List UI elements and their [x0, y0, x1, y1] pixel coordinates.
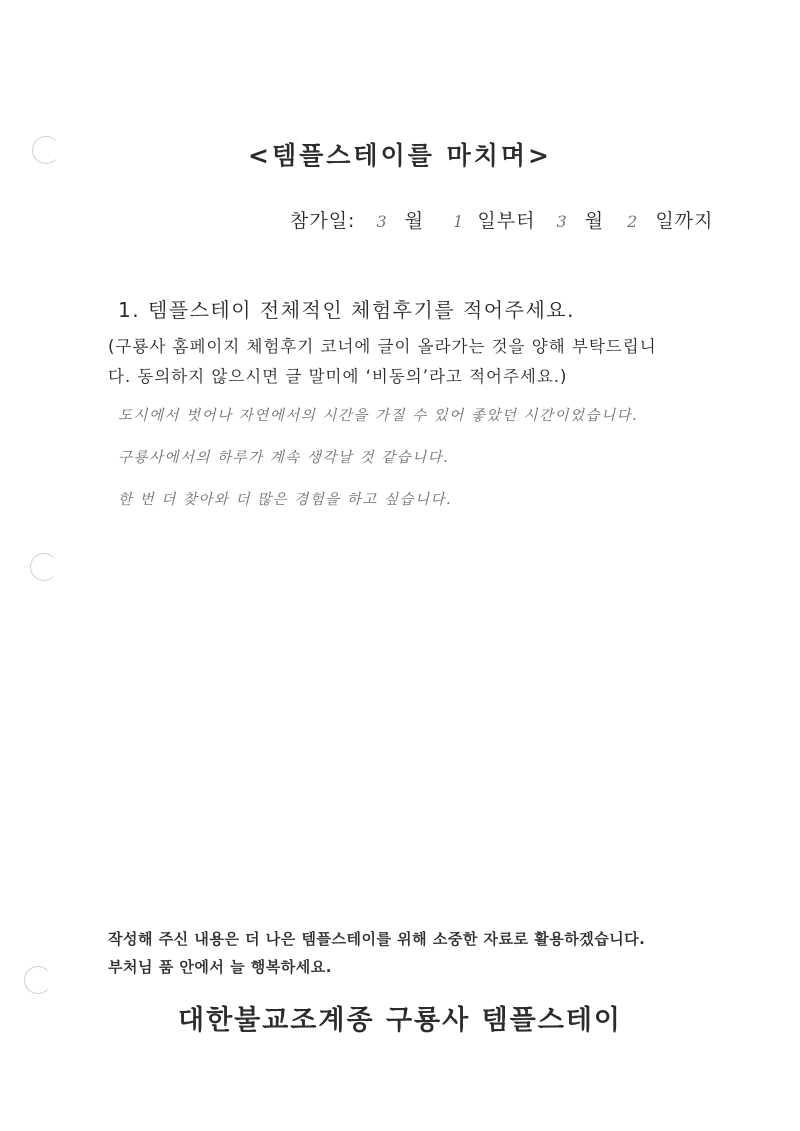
- handwritten-answer: [118, 402, 718, 528]
- consent-note-line: 다. 동의하지 않으시면 글 말미에 ‘비동의’라고 적어주세요.): [108, 367, 568, 386]
- start-day: 1: [453, 212, 465, 231]
- month-label: 월: [584, 210, 605, 232]
- end-suffix: 일까지: [655, 210, 714, 232]
- binder-hole: [30, 553, 58, 581]
- end-day: 2: [627, 212, 639, 231]
- answer-line: 구룡사에서의 하루가 계속 생각날 것 같습니다.: [118, 450, 450, 466]
- organization-name: 대한불교조계종 구룡사 템플스테이: [177, 1005, 623, 1036]
- consent-note: [108, 332, 708, 392]
- month-label: 월: [404, 210, 425, 232]
- form-title: <템플스테이를 마치며>: [248, 141, 552, 170]
- answer-line: 도시에서 벗어나 자연에서의 시간을 가질 수 있어 좋았던 시간이었습니다.: [118, 408, 639, 424]
- footer-line: 작성해 주신 내용은 더 나은 템플스테이를 위해 소중한 자료로 활용하겠습니다.: [108, 930, 646, 948]
- footer-message: [108, 925, 645, 981]
- participation-dates: [290, 206, 713, 233]
- dates-label: 참가일:: [290, 210, 356, 232]
- consent-note-line: (구룡사 홈페이지 체험후기 코너에 글이 올라가는 것을 양해 부탁드립니: [108, 337, 657, 356]
- start-month: 3: [376, 212, 388, 231]
- binder-hole: [24, 966, 52, 994]
- question-1: 1. 템플스테이 전체적인 체험후기를 적어주세요.: [118, 298, 575, 322]
- end-month: 3: [556, 212, 568, 231]
- start-suffix: 일부터: [477, 210, 536, 232]
- answer-line: 한 번 더 찾아와 더 많은 경험을 하고 싶습니다.: [118, 492, 453, 508]
- footer-line: 부처님 품 안에서 늘 행복하세요.: [108, 958, 332, 976]
